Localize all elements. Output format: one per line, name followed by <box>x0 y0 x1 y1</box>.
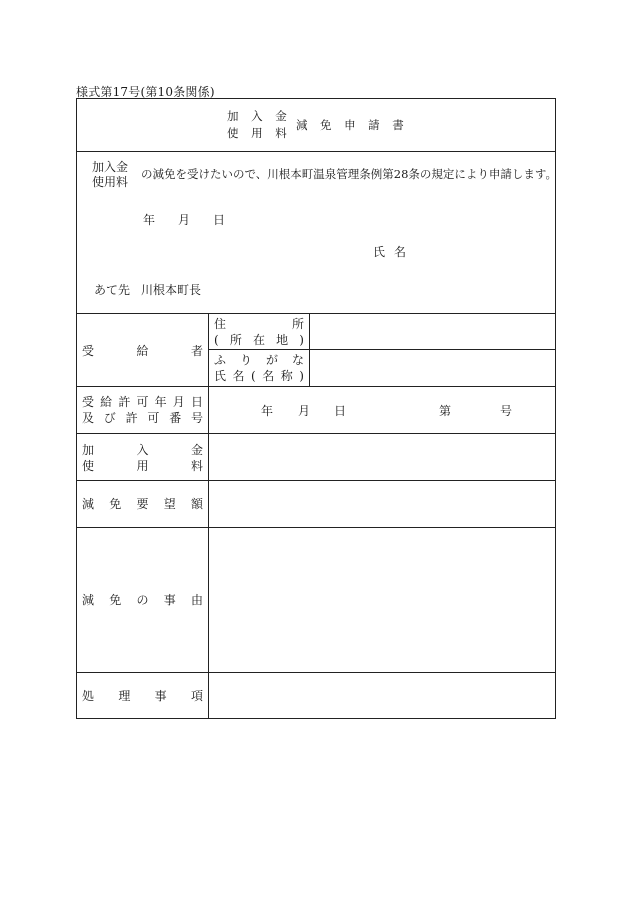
label-char: 加 <box>82 443 95 457</box>
fee-type-label-1: 加入金 <box>92 160 129 174</box>
title-char: 減 <box>296 118 308 132</box>
title-char: 入 <box>251 109 263 123</box>
label-char: 号 <box>190 411 203 425</box>
title-char: 書 <box>392 118 404 132</box>
address-label <box>214 317 304 331</box>
label-char: 日 <box>190 395 203 409</box>
fee-type-label-2: 使用料 <box>92 175 129 189</box>
label-char: 理 <box>118 689 131 703</box>
reduction-reason-label <box>82 593 203 607</box>
title-char: 加 <box>227 109 239 123</box>
label-char: 望 <box>163 497 176 511</box>
label-char: 免 <box>109 497 122 511</box>
label-char: 在 <box>252 333 265 347</box>
processing-field[interactable] <box>209 673 555 718</box>
label-char: 事 <box>163 593 176 607</box>
label-char: 年 <box>154 395 167 409</box>
title-char: 申 <box>344 118 356 132</box>
addressee-label: あて先 <box>94 283 131 297</box>
reduction-amount-label <box>82 497 203 511</box>
reduction-reason-field[interactable] <box>209 528 555 672</box>
address-field[interactable] <box>310 314 555 349</box>
label-char: 月 <box>172 395 185 409</box>
form-caption: 様式第17号(第10条関係) <box>76 85 215 99</box>
title-char: 免 <box>320 118 332 132</box>
label-char: 減 <box>82 497 95 511</box>
label-char: 及 <box>82 411 95 425</box>
reduction-amount-field[interactable] <box>209 481 555 527</box>
fee-label-1 <box>82 443 203 457</box>
applicant-name-label <box>373 245 406 259</box>
label-char: 氏 <box>373 245 386 259</box>
label-char: 給 <box>100 395 113 409</box>
label-char: 免 <box>109 593 122 607</box>
label-char: ふ <box>214 353 227 367</box>
label-char: 住 <box>214 317 227 331</box>
recipient-label <box>82 344 203 358</box>
title-char: 用 <box>251 126 263 140</box>
permit-date-month: 月 <box>298 404 311 418</box>
label-char: 所 <box>291 317 304 331</box>
label-char: 事 <box>154 689 167 703</box>
application-date-year: 年 <box>143 213 156 227</box>
label-char: 所 <box>229 333 242 347</box>
label-char: 者 <box>190 344 203 358</box>
address-sub-label <box>214 333 304 347</box>
permit-label-2 <box>82 411 203 425</box>
divider <box>76 151 556 152</box>
title-char: 料 <box>275 126 287 140</box>
permit-date-day: 日 <box>334 404 347 418</box>
permit-number-prefix: 第 <box>439 404 452 418</box>
label-char: び <box>103 411 116 425</box>
label-char: 項 <box>190 689 203 703</box>
addressee: 川根本町長 <box>141 283 202 297</box>
label-char: り <box>239 353 252 367</box>
application-date-month: 月 <box>178 213 191 227</box>
label-char: の <box>136 593 149 607</box>
label-char: 受 <box>82 395 95 409</box>
permit-number-suffix: 号 <box>500 404 513 418</box>
label-char: 可 <box>136 395 149 409</box>
processing-label <box>82 689 203 703</box>
furigana-label <box>214 353 304 367</box>
application-statement: の減免を受けたいので、川根本町温泉管理条例第28条の規定により申請します。 <box>141 167 557 181</box>
title-line1 <box>227 109 287 123</box>
label-char: 使 <box>82 459 95 473</box>
label-char: 要 <box>136 497 149 511</box>
label-char: 由 <box>190 593 203 607</box>
label-char: ( <box>214 333 219 347</box>
permit-date-year: 年 <box>261 404 274 418</box>
fee-label-2 <box>82 459 203 473</box>
label-char: が <box>265 353 278 367</box>
title-char: 請 <box>368 118 380 132</box>
divider <box>76 386 556 387</box>
label-char: 許 <box>118 395 131 409</box>
label-char: 金 <box>190 443 203 457</box>
label-char: 番 <box>169 411 182 425</box>
label-char: 給 <box>136 344 149 358</box>
application-date-day: 日 <box>213 213 226 227</box>
title-char: 使 <box>227 126 239 140</box>
label-char: な <box>291 353 304 367</box>
label-char: 額 <box>190 497 203 511</box>
label-char: 処 <box>82 689 95 703</box>
label-char: 名 <box>393 245 406 259</box>
label-char: 料 <box>190 459 203 473</box>
title-line2 <box>227 126 287 140</box>
label-char: 許 <box>125 411 138 425</box>
label-char: 入 <box>136 443 149 457</box>
label-char: 用 <box>136 459 149 473</box>
label-char: 称 <box>280 369 293 383</box>
label-char: 名 <box>232 369 245 383</box>
label-char: ( <box>251 369 256 383</box>
label-char: 氏 <box>214 369 227 383</box>
recipient-name-label <box>214 369 304 383</box>
permit-label-1 <box>82 395 203 409</box>
recipient-name-field[interactable] <box>310 350 555 386</box>
label-char: 減 <box>82 593 95 607</box>
title-char: 金 <box>275 109 287 123</box>
label-char: 名 <box>262 369 275 383</box>
label-char: ) <box>299 333 304 347</box>
label-char: ) <box>299 369 304 383</box>
label-char: 受 <box>82 344 95 358</box>
form-title <box>296 118 404 132</box>
label-char: 地 <box>276 333 289 347</box>
fee-field[interactable] <box>209 434 555 480</box>
label-char: 可 <box>147 411 160 425</box>
